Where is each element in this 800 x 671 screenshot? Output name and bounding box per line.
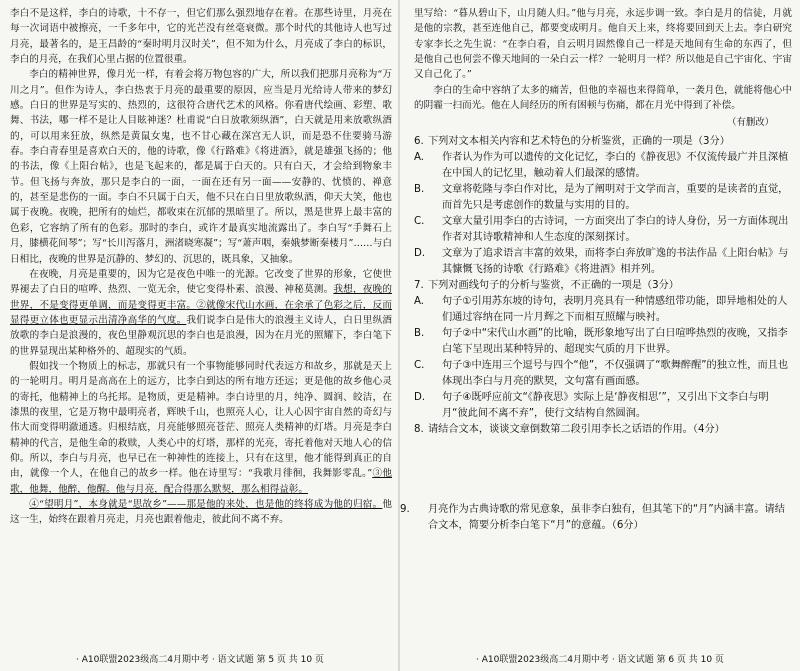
paragraph-text: 在夜晚，月亮是重要的，因为它是夜色中唯一的光源。它改变了世界的形象，它使世界褪去了白日的喧哗、热烈、一览无余，使它变得朴素、浪漫、神秘莫测。 bbox=[10, 268, 392, 296]
article-paragraph bbox=[10, 497, 392, 528]
option-d: D. 句子④既呼应前文“《静夜思》实际上是‘静夜相思’”，又引出下文李白与明月“彼此间不离不弃”，使行文结构自然圆润。 bbox=[414, 392, 769, 420]
option-c: C. 文章大量引用李白的古诗词，一方面突出了李白的诗人身份，另一方面体现出作者对其诗歌精神和人生态度的深刻探讨。 bbox=[414, 216, 789, 244]
answer-space[interactable] bbox=[414, 438, 792, 502]
question-8 bbox=[414, 422, 792, 502]
option-a: A. 句子①引用苏东坡的诗句，表明月亮具有一种情感纽带功能，即异地相处的人们通过容纳在同一片月辉之下而相互照耀与映衬。 bbox=[414, 296, 788, 324]
answer-space[interactable] bbox=[414, 534, 792, 560]
article-paragraph: 李白的精神世界，像月光一样，有着会将万物包容的广大，所以我们把那月亮称为“万川之月”。但作为诗人，李白热衷于月亮的最重要的原因，应当是月光给诗人带来的梦幻感。白日的世界是写实的、热烈的，这很符合唐代艺术的风格。你看唐代绘画、彩塑、歌舞、书法，哪一样不是让人目眩神迷？杜甫说“白日放歌须纵酒”，白天就是用来放歌纵酒的，可以用来狂放，纵然是黄鼠女鬼，也不甘心藏在深宫无人识，而是恐不住要骑马游春。李白青春里是喜欢白天的，他的诗歌，像《行路难》《将进酒》，就是雄强飞扬的；他的书法，像《上阳台帖》，也是飞起来的，都是属于白天的。只有白天，才会给到物象丰节。但飞扬与奔放，那只是李白的一面，一面在还有另一面——安静的、忧愤的、禅意的，甚至是悲伤的一面。李白不只属于白天，他不只在白日里放歌纵酒，仰天大笑，他也属于夜晚。夜晚，把所有的灿烂，都收束在沉郁的黑暗里了。所以，黑是世界上最丰富的色彩，它容纳了所有的色彩。那时的李白，或许才最真实地流露出了。李白写“手舞石上月，膝横花间琴”；写“长川泻落月，洲渚晓寒凝”；写“萧声咽，秦娥梦断秦楼月”……与白日相比，夜晚的世界是沉静的、梦幻的、沉思的，既具象，又抽象。 bbox=[10, 69, 392, 265]
article-paragraph: 李白的生命中容纳了太多的痛苦，但他的幸福也来得简单，一袭月色，就能将他心中的阴霾一扫而光。他在人间经历的所有困顿与伤痛，都在月光中得到了补偿。 bbox=[414, 84, 792, 112]
page-footer: · A10联盟2023级高二4月期中考 · 语文试题 第 5 页 共 10 页 bbox=[76, 655, 324, 665]
question-stem: 7. 下列对画线句子的分析与鉴赏，不正确的一项是（3分） bbox=[414, 280, 679, 292]
paragraph-text: 他这一生，始终在跟着月亮走，月亮也跟着他走，彼此间不离不弃。 bbox=[10, 499, 392, 526]
question-7 bbox=[414, 278, 792, 422]
question-stem: 6. 下列对文本相关内容和艺术特色的分析鉴赏，正确的一项是（3分） bbox=[414, 136, 730, 148]
option-d: D. 文章为了追求语言丰富的效果，而将李白奔放旷逸的书法作品《上阳台帖》与其慷慨飞扬的诗歌《行路难》《将进酒》相并列。 bbox=[414, 248, 789, 276]
option-a: A. 作者认为作为可以遗传的文化记忆，李白的《静夜思》不仅流传最广并且深植在中国人的记忆里，触动着人们最深的感情。 bbox=[414, 152, 789, 180]
underlined-sentence-3: ③他歌，他舞，他醉，他醒。他与月亮，配合得那么默契，那么相得益彰。 bbox=[10, 468, 392, 495]
right-page bbox=[400, 0, 800, 671]
article-paragraph bbox=[10, 359, 392, 497]
paragraph-text: 假如找一个物质上的标志，那就只有一个事物能够同时代表远方和故乡，那就是天上的一轮明月。明月是高高在上的远方，比李白到达的所有地方还远；更是他的故乡他心灵的寄托，他精神上的乌托邦。是物质，更是精神。李白诗里的月，纯净、圆润、皎洁，在漆黑的夜里，它是万物中最明亮者，辉映千山，也照亮人心，让人心因宇宙自然的奇幻与伟大而变得明澈通透。归根结底，月亮能够照亮苍茫、照亮人类精神的灯塔。月亮是李白精神的代言，是他生命的救赎，人类心中的灯塔，那样的光亮，寄托着他对天地人心的信仰。所以，李白与月亮，也早已在一种神性的连接上，只有在这里，他才能得到真正的自由，就像一个人，在他自己的故乡一样。他在诗里写：“我歌月徘徊，我舞影零乱。” bbox=[10, 360, 392, 480]
article-paragraph bbox=[10, 267, 392, 359]
option-b: B. 句子②中“宋代山水画”的比喻，既形象地写出了白日喧哗热烈的夜晚，又指李白笔下呈现出某种特异的、超现实气质的月下世界。 bbox=[414, 328, 788, 356]
underlined-sentence: 我想，夜晚的世界，不是变得更单调，而是变得更丰富。 bbox=[10, 284, 392, 311]
question-6 bbox=[414, 134, 792, 278]
option-b: B. 文章将乾隆与李白作对比，是为了阐明对于文学而言，重要的是读者的直觉，而首先只是考虑创作的数量与实用的目的。 bbox=[414, 184, 789, 212]
source-note: （有删改） bbox=[727, 117, 774, 129]
article-paragraph: 里写给：“暮从碧山下，山月随人归。”他与月亮，永远步调一致。李白是月的信徒，月就是他的宗教，甚至连他自己，都要变成明月。他自天上来，终将要回到天上去。李白研究专家李长之先生说：“在李白看，自云明月固然像自己一样是天地间有生命的东西了，但是他自己也何尝不像天地间的一朵白云一样？一轮明月一样？所以他是自己宇宙化、宇宙又自己化了。” bbox=[414, 8, 792, 81]
question-stem: 8. 请结合文本，谈谈文章倒数第二段引用李长之话语的作用。（4分） bbox=[414, 424, 725, 436]
option-c: C. 句子③中连用三个逗号与四个“他”，不仅强调了“歌舞醉醒”的独立性，而且也体现出李白与月亮的默契，文句富有画面感。 bbox=[414, 360, 789, 388]
question-stem: 9. 月亮作为古典诗歌的常见意象，虽非李白独有，但其笔下的“月”内涵丰富。请结合文本，简要分析李白笔下“月”的意蕴。（6分） bbox=[400, 504, 785, 532]
underlined-sentence-4: ④“望明月”，本身就是“思故乡”——那是他的来处，也是他的终将成为他的归宿。 bbox=[29, 499, 383, 510]
question-9 bbox=[400, 502, 792, 560]
page-footer: · A10联盟2023级高二4月期中考 · 语文试题 第 6 页 共 10 页 bbox=[476, 655, 724, 665]
paragraph-text: 我们说李白是伟大的浪漫主义诗人，白日里纵酒放歌的李白是浪漫的，夜色里静观沉思的李白也是浪漫，因为在月光的照耀下，李白笔下的世界显现出某种格外的、超现实的气质。 bbox=[10, 314, 393, 357]
article-paragraph: 李白不是这样，李白的诗歌，十不存一，但它们那么强烈地存在着。在那些诗里，月亮在每一次词语中被擦亮，一千多年中，它的光芒没有丝毫衰微。那个时代的其他诗人也写过月亮，最著名的，是王昌龄的“秦时明月汉时关”，但不知为什么，月亮成了李白的标识，李白的月亮，在我们心里占据的位置很重。 bbox=[10, 8, 392, 66]
underlined-sentence-2: ②就像宋代山水画，在余承了色彩之后，反而显得更立体也更显示出清净高华的气度。 bbox=[10, 299, 392, 326]
